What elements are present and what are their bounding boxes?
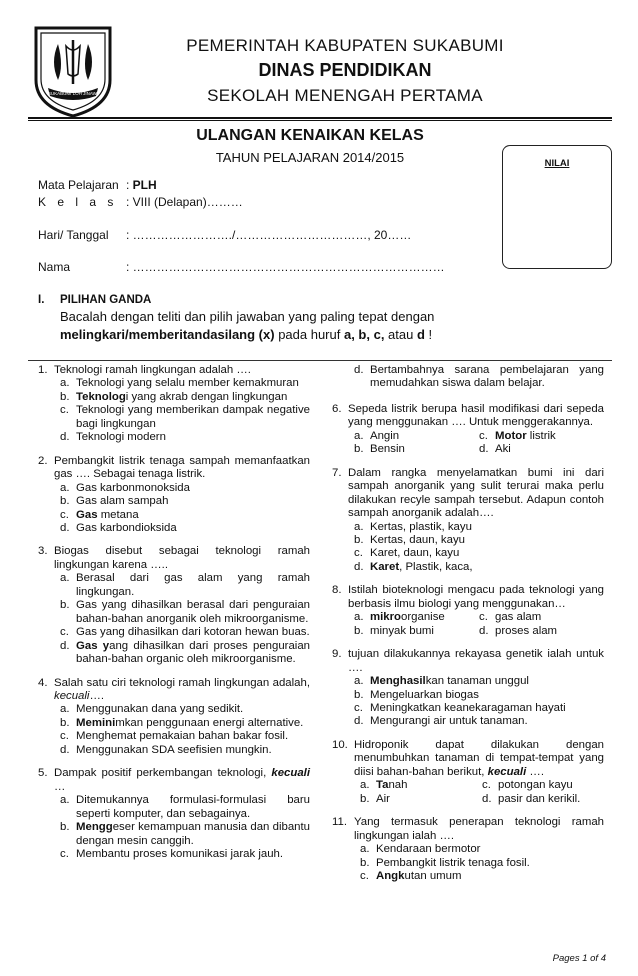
option-d[interactable]: d. pasir dan kerikil.: [482, 792, 581, 805]
option-c[interactable]: c. Motor listrik: [479, 429, 556, 442]
name-field[interactable]: : ……………………………………………………………………: [126, 260, 445, 274]
section-divider: [28, 360, 612, 361]
option-c[interactable]: c. Teknologi yang memberikan dampak negative bagi lingkungan: [60, 404, 310, 430]
government-name: PEMERINTAH KABUPATEN SUKABUMI: [186, 36, 504, 55]
option-a[interactable]: a. Teknologi yang selalu member kemakmuran: [60, 377, 299, 390]
option-b[interactable]: b. minyak bumi: [354, 624, 434, 637]
question-9: [332, 648, 604, 729]
question-2: [38, 455, 310, 536]
question-5: [38, 767, 310, 861]
question-number: 11.: [332, 816, 347, 829]
instruction-end: !: [424, 326, 433, 342]
section-multiple-choice: [38, 294, 598, 344]
section-number: I.: [38, 294, 45, 306]
option-c[interactable]: c. Gas yang dihasilkan dari kotoran hewan buas.: [60, 626, 310, 639]
question-text: Yang termasuk penerapan teknologi ramah lingkungan ialah ….: [354, 816, 604, 842]
question-text: Istilah bioteknologi mengacu pada teknologi yang berbasis ilmu biologi yang menggunakan…: [348, 584, 604, 610]
question-1: [38, 364, 310, 445]
name-key: Nama: [38, 260, 71, 274]
question-11: [332, 816, 604, 883]
instruction-line-1: Bacalah dengan teliti dan pilih jawaban yang paling tepat dengan: [60, 308, 435, 324]
option-d[interactable]: d. Teknologi modern: [60, 431, 166, 444]
option-d[interactable]: d. Mengurangi air untuk tanaman.: [354, 715, 528, 728]
option-c[interactable]: c. gas alam: [479, 611, 542, 624]
option-d[interactable]: d. Gas karbondioksida: [60, 521, 177, 534]
school-level: SEKOLAH MENENGAH PERTAMA: [207, 85, 483, 105]
option-d[interactable]: d. Karet, Plastik, kaca,: [354, 560, 473, 573]
question-text: Hidroponik dapat dilakukan dengan menumbuhkan tanaman di tempat-tempat yang diisi bahan-bahan berikut, kecuali ….: [354, 738, 604, 778]
letterhead: [130, 36, 560, 106]
date-row: [38, 228, 411, 242]
question-number: 2.: [38, 454, 48, 467]
option-c[interactable]: c. potongan kayu: [482, 779, 573, 792]
option-c[interactable]: c. Menghemat pemakaian bahan bakar fosil.: [60, 730, 289, 743]
subject-sep: :: [126, 178, 133, 192]
option-c[interactable]: c. Gas metana: [60, 508, 139, 521]
questions-left-column: [38, 364, 310, 871]
question-number: 10.: [332, 738, 348, 751]
regency-emblem-logo: [28, 22, 118, 118]
date-field[interactable]: : ……………………./……………………………, 20……: [126, 228, 412, 242]
question-text: Salah satu ciri teknologi ramah lingkungan adalah, kecuali….: [54, 676, 310, 702]
score-box[interactable]: [502, 145, 612, 269]
question-4: [38, 677, 310, 758]
question-text: Dampak positif perkembangan teknologi, kecuali …: [54, 767, 310, 793]
subject-row: [38, 178, 157, 192]
instruction-letters: a, b, c,: [343, 326, 385, 342]
office-name: DINAS PENDIDIKAN: [258, 60, 432, 81]
option-b[interactable]: b. Bensin: [354, 443, 405, 456]
logo-caption: SUKABUMI LOH JINAWI: [47, 91, 99, 96]
option-b[interactable]: b. Teknologi yang akrab dengan lingkungan: [60, 390, 288, 403]
question-number: 4.: [38, 676, 48, 689]
question-3: [38, 545, 310, 666]
option-a[interactable]: a. Menggunakan dana yang sedikit.: [60, 703, 244, 716]
name-row: [38, 260, 445, 274]
question-number: 8.: [332, 584, 342, 597]
question-5-continued: [332, 364, 604, 391]
question-text: Pembangkit listrik tenaga sampah memanfaatkan gas …. Sebagai tenaga listrik.: [54, 454, 310, 481]
question-number: 6.: [332, 402, 342, 415]
question-10: [332, 739, 604, 806]
option-b[interactable]: b. Menggeser kemampuan manusia dan dibantu dengan mesin canggih.: [60, 821, 310, 847]
option-a[interactable]: a. Kertas, plastik, kayu: [354, 520, 472, 533]
academic-year: TAHUN PELAJARAN 2014/2015: [215, 150, 405, 166]
instruction-d: d: [416, 326, 425, 342]
option-b[interactable]: b. Air: [360, 792, 390, 805]
options-grid: [360, 779, 604, 806]
instruction-bold: melingkari/memberitandasilang (x): [60, 326, 275, 342]
subject-key: Mata Pelajaran: [38, 178, 119, 192]
option-a[interactable]: a. Ditemukannya formulasi-formulasi baru seperti komputer, dan sebagainya.: [60, 794, 310, 820]
question-number: 5.: [38, 767, 48, 780]
option-b[interactable]: b. Gas yang dihasilkan berasal dari penguraian bahan-bahan anorganik oleh mikroorganisme.: [60, 599, 310, 625]
questions-right-column: [332, 364, 604, 893]
question-7: [332, 467, 604, 575]
question-text: tujuan dilakukannya rekayasa genetik ialah untuk ….: [348, 648, 604, 674]
option-a[interactable]: a. Menghasilkan tanaman unggul: [354, 675, 529, 688]
question-text: Biogas disebut sebagai teknologi ramah lingkungan karena …..: [54, 545, 310, 571]
option-d[interactable]: d. Menggunakan SDA seefisien mungkin.: [60, 743, 272, 756]
subject-value: PLH: [132, 178, 157, 192]
option-a[interactable]: a. Kendaraan bermotor: [360, 843, 481, 856]
option-b[interactable]: b. Pembangkit listrik tenaga fosil.: [360, 856, 530, 869]
option-d[interactable]: d. Gas yang dihasilkan dari proses penguraian bahan-bahan organic oleh mikroorganisme.: [60, 639, 310, 666]
section-title: PILIHAN GANDA: [60, 294, 152, 306]
class-key: K e l a s: [38, 195, 118, 209]
option-a[interactable]: a. mikroorganise: [354, 611, 445, 624]
question-6: [332, 403, 604, 457]
option-c[interactable]: c. Karet, daun, kayu: [354, 547, 460, 560]
section-heading: [38, 294, 598, 308]
option-c[interactable]: c. Meningkatkan keanekaragaman hayati: [354, 701, 566, 714]
score-label: NILAI: [544, 158, 570, 169]
question-number: 9.: [332, 648, 342, 661]
question-number: 7.: [332, 466, 342, 479]
option-c[interactable]: c. Angkutan umum: [360, 869, 462, 882]
letterhead-rule-thick: [28, 117, 612, 119]
option-a[interactable]: a. Tanah: [360, 779, 408, 792]
class-row: [38, 195, 243, 209]
option-b[interactable]: b. Gas alam sampah: [60, 495, 169, 508]
question-text: Teknologi ramah lingkungan adalah ….: [54, 364, 251, 376]
exam-title-main: ULANGAN KENAIKAN KELAS: [196, 127, 424, 144]
option-b[interactable]: b. Meminimkan penggunaan energi alternative.: [60, 716, 304, 729]
option-a[interactable]: a. Gas karbonmonoksida: [60, 481, 190, 494]
instruction-line-2: [60, 327, 598, 344]
options-grid: [354, 611, 604, 638]
class-value: : VIII (Delapan)………: [126, 195, 243, 209]
option-d[interactable]: d. proses alam: [479, 624, 558, 637]
date-key: Hari/ Tanggal: [38, 228, 109, 242]
option-d[interactable]: d. Aki: [479, 443, 511, 456]
option-a[interactable]: a. Angin: [354, 429, 400, 442]
page-number: Pages 1 of 4: [552, 953, 606, 964]
option-b[interactable]: b. Mengeluarkan biogas: [354, 688, 479, 701]
option-c[interactable]: c. Membantu proses komunikasi jarak jauh.: [60, 847, 284, 860]
option-b[interactable]: b. Kertas, daun, kayu: [354, 533, 465, 546]
question-8: [332, 584, 604, 638]
instruction-atau: atau: [384, 326, 417, 342]
exam-title: [130, 126, 490, 166]
options-grid: [354, 430, 604, 457]
letterhead-rule-thin: [28, 120, 612, 121]
option-d[interactable]: d. Bertambahnya sarana pembelajaran yang memudahkan siswa dalam belajar.: [354, 364, 604, 390]
question-text: Dalam rangka menyelamatkan bumi ini dari sampah anorganik yang sulit terurai maka perlu dilakukan recyle sampah tersebut. Adapun contoh sampah anorganik adalah….: [348, 466, 604, 520]
option-a[interactable]: a. Berasal dari gas alam yang ramah lingkungan.: [60, 572, 310, 598]
question-text: Sepeda listrik berupa hasil modifikasi dari sepeda yang menggunakan …. Untuk menggerakannya.: [348, 402, 604, 429]
question-number: 3.: [38, 545, 48, 558]
instruction-mid: pada huruf: [274, 326, 344, 342]
question-number: 1.: [38, 364, 48, 376]
